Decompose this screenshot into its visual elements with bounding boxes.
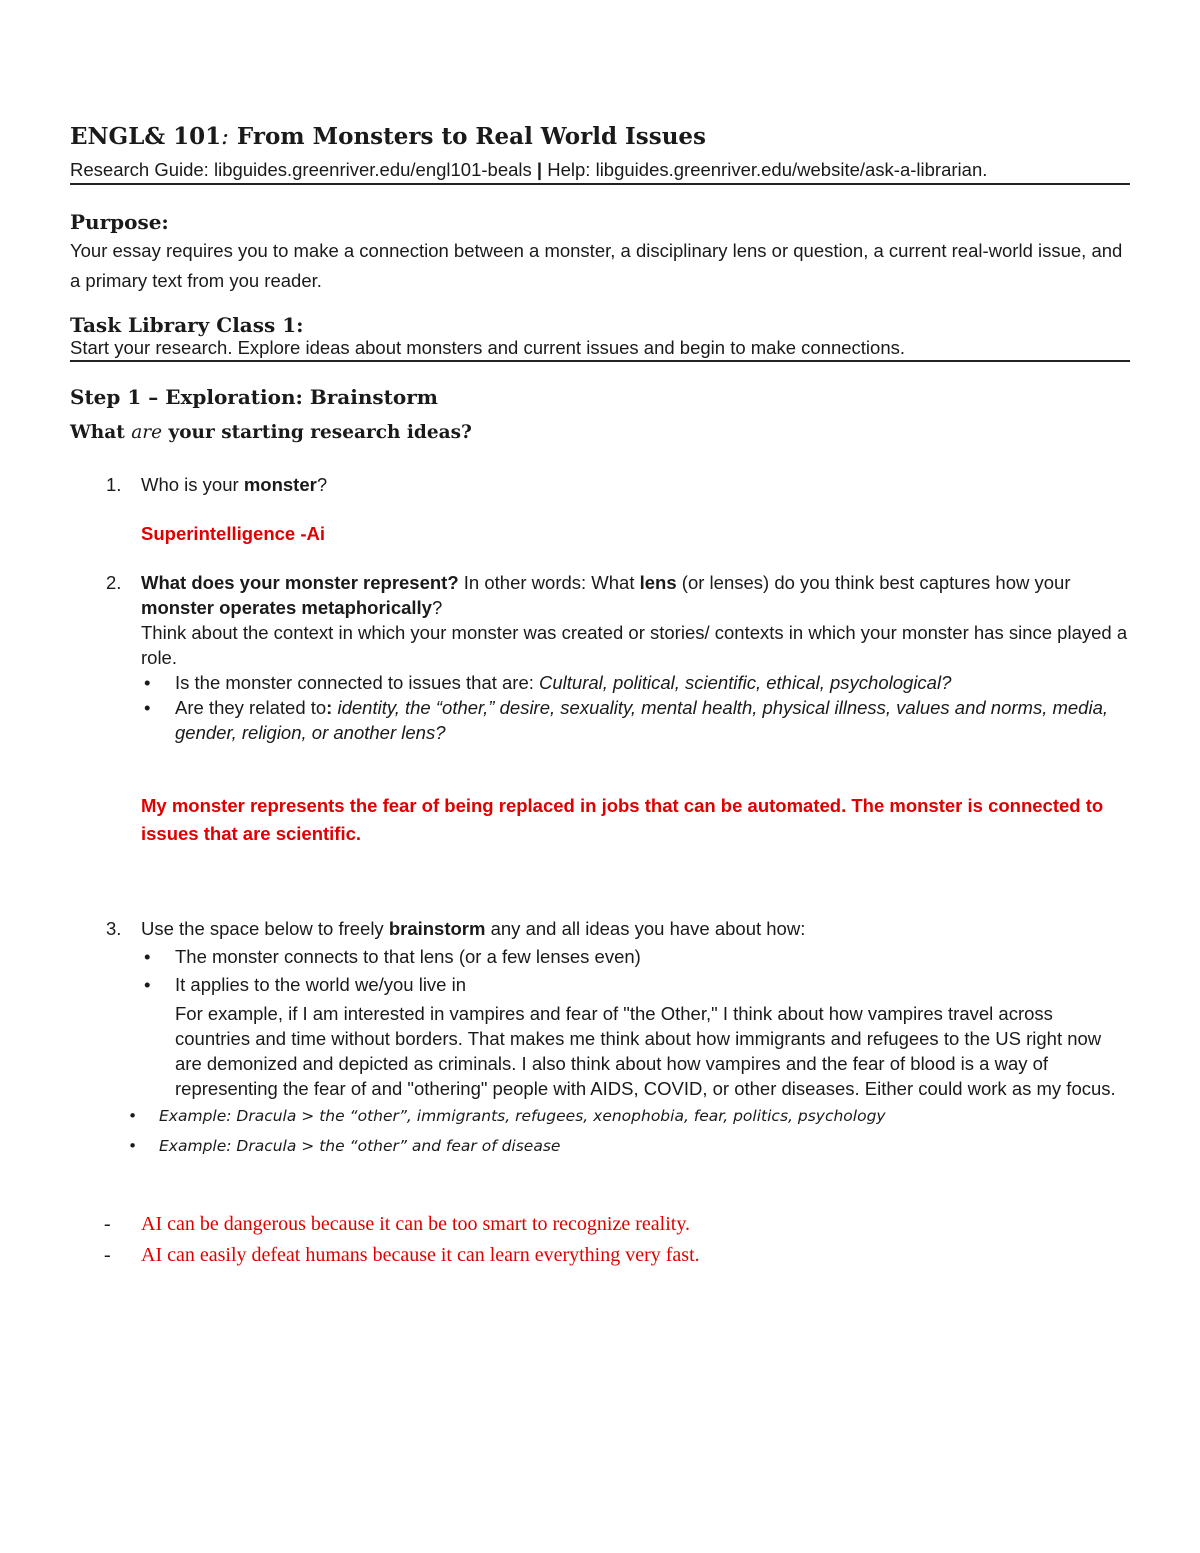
separator: | xyxy=(531,159,548,180)
bullet-icon: • xyxy=(144,672,151,693)
course-code: ENGL& 101 xyxy=(70,123,222,150)
bullet-item xyxy=(141,670,1130,695)
header-divider xyxy=(70,183,1130,185)
question-bold: monster xyxy=(243,474,317,495)
answer-monster: Superintelligence -Ai xyxy=(141,523,326,544)
example-paragraph: For example, if I am interested in vampires and fear of "the Other," I think about how vampires travel across countries and time without borders. That makes me think about how immigrants and refugees to the US right now are demonized and depicted as criminals. I also think about how vampires and the fear of blood is a way of representing the fear of and "othering" people with AIDS, COVID, or other diseases. Either could work as my focus. xyxy=(175,1003,1116,1099)
question-bold: What does your monster represent? xyxy=(141,572,459,593)
question-bold: brainstorm xyxy=(388,918,486,939)
bullet-item xyxy=(141,943,1130,971)
bullet-italic: identity, the “other,” desire, sexuality, mental health, physical illness, values and norms, media, gender, religion, or another lens? xyxy=(175,697,1109,743)
brainstorm-bullets xyxy=(141,943,1130,1101)
task-text: Start your research. Explore ideas about monsters and current issues and begin to make connections. xyxy=(70,337,906,358)
question-1 xyxy=(70,472,1130,546)
title-text: From Monsters to Real World Issues xyxy=(228,123,707,150)
bullet-icon: • xyxy=(128,1137,138,1155)
question-text: Use the space below to freely xyxy=(141,918,389,939)
answer-item xyxy=(70,1209,1130,1240)
bullet-text: Is the monster connected to issues that are: xyxy=(175,672,540,693)
example-bullets xyxy=(70,1101,1130,1161)
purpose-heading: Purpose: xyxy=(70,210,169,234)
answer-item xyxy=(70,1240,1130,1271)
example-text: Example: Dracula > the “other” and fear of disease xyxy=(159,1137,561,1155)
step1-heading: Step 1 – Exploration: Brainstorm xyxy=(70,385,438,409)
bullet-text: Are they related to xyxy=(175,697,327,718)
question-text: ? xyxy=(431,597,443,618)
question-3 xyxy=(70,916,1130,1161)
question-list xyxy=(70,472,1130,1161)
task-heading: Task Library Class 1: xyxy=(70,313,304,337)
question-2 xyxy=(70,570,1130,848)
bullet-colon: : xyxy=(326,697,333,718)
bullet-item xyxy=(141,695,1130,745)
bullet-item xyxy=(141,971,1130,1101)
guide-label: Research Guide: xyxy=(70,159,214,180)
question-context: Think about the context in which your monster was created or stories/ contexts in which your monster has since played a role. xyxy=(141,622,1128,668)
title-colon: : xyxy=(221,124,229,150)
subheading-part: What xyxy=(70,422,132,443)
subheading-part: your starting research ideas? xyxy=(162,422,472,443)
answer-text: AI can be dangerous because it can be too smart to recognize reality. xyxy=(141,1213,691,1235)
question-number: 2. xyxy=(106,572,122,593)
answer-text: AI can easily defeat humans because it can learn everything very fast. xyxy=(141,1244,700,1266)
question-text: (or lenses) do you think best captures how your xyxy=(676,572,1071,593)
question-text: any and all ideas you have about how: xyxy=(485,918,806,939)
question-bold: monster operates metaphorically xyxy=(141,597,432,618)
question-text: Who is your xyxy=(141,474,244,495)
question-number: 1. xyxy=(106,474,122,495)
help-label: Help: xyxy=(547,159,596,180)
question-text: In other words: What xyxy=(458,572,640,593)
example-text: Example: Dracula > the “other”, immigrants, refugees, xenophobia, fear, politics, psychology xyxy=(159,1107,886,1125)
bullet-icon: • xyxy=(144,697,151,718)
answer-represent: My monster represents the fear of being replaced in jobs that can be automated. The monster is connected to issues that are scientific. xyxy=(141,795,1104,844)
example-item xyxy=(70,1101,1130,1131)
bullet-text: It applies to the world we/you live in xyxy=(175,974,467,995)
question-bold: lens xyxy=(639,572,677,593)
purpose-text: Your essay requires you to make a connection between a monster, a disciplinary lens or question, a current real-world issue, and a primary text from you reader. xyxy=(70,240,1123,291)
brainstorm-answers xyxy=(70,1209,1130,1271)
task-divider xyxy=(70,360,1130,362)
step1-subheading xyxy=(70,420,1130,446)
bullet-icon: • xyxy=(144,946,151,967)
document-page xyxy=(70,120,1130,1271)
subheading-emphasis: are xyxy=(131,422,163,443)
question-number: 3. xyxy=(106,918,122,939)
dash-marker: - xyxy=(104,1244,111,1266)
lens-bullets xyxy=(141,670,1130,745)
guide-link[interactable]: libguides.greenriver.edu/engl101-beals xyxy=(213,159,532,180)
research-guide-line xyxy=(70,158,1130,182)
help-link[interactable]: libguides.greenriver.edu/website/ask-a-librarian. xyxy=(595,159,988,180)
document-title xyxy=(70,120,1130,154)
bullet-text: The monster connects to that lens (or a few lenses even) xyxy=(175,946,641,967)
bullet-icon: • xyxy=(128,1107,138,1125)
dash-marker: - xyxy=(104,1213,111,1235)
bullet-icon: • xyxy=(144,974,151,995)
example-item xyxy=(70,1131,1130,1161)
question-text: ? xyxy=(316,474,328,495)
bullet-italic: Cultural, political, scientific, ethical, psychological? xyxy=(539,672,952,693)
